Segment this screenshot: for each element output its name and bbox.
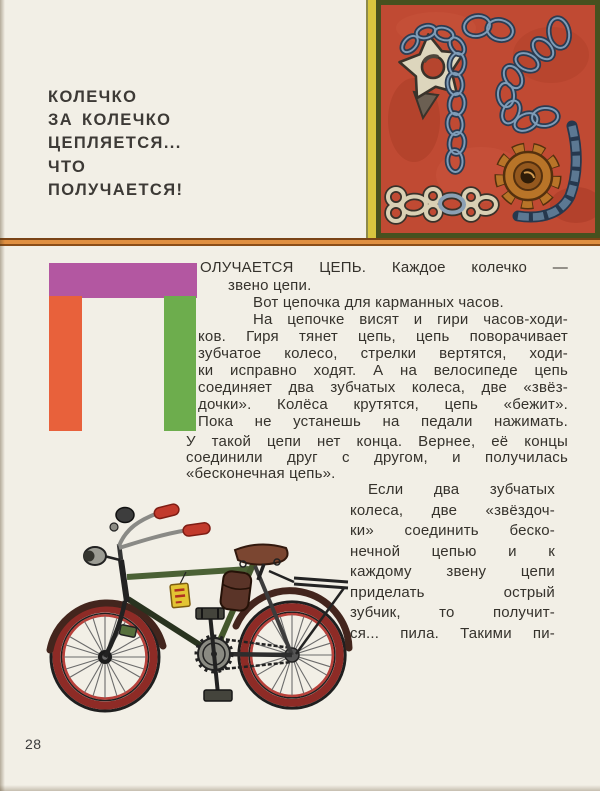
body-line: ки исправно ходят. А на велосипеде цепь	[198, 362, 568, 379]
title-line: ЧТО	[48, 157, 87, 176]
body-line: звено цепи.	[228, 277, 312, 294]
body-line: Вот цепочка для карманных часов.	[253, 294, 504, 311]
title-line: ЗА КОЛЕЧКО	[48, 111, 172, 130]
title-line: ПОЛУЧАЕТСЯ!	[48, 180, 184, 199]
column-line: ся... пила. Такими пи-	[350, 625, 555, 642]
dropcap-bar-left	[49, 296, 82, 431]
column-line: колеса, две «звёздоч-	[350, 502, 555, 519]
body-line: «бесконечная цепь».	[186, 465, 336, 482]
column-line: ки» соединить беско-	[350, 522, 555, 539]
dropcap-bar-top	[49, 263, 197, 298]
chains-panel	[376, 0, 600, 238]
body-line: соединяет два зубчатых колеса, две «звёз-	[198, 379, 568, 396]
page-edge-left	[0, 0, 5, 791]
page-edge-bottom	[0, 785, 600, 791]
column-line: Если два зубчатых	[368, 481, 555, 498]
body-line: На цепочке висят и гири часов-ходи-	[253, 311, 568, 328]
bicycle-illustration	[28, 498, 358, 736]
page-number: 28	[25, 736, 42, 752]
chains-and-sprockets-illustration	[376, 0, 600, 238]
dropcap-bar-right	[164, 296, 196, 431]
column-line: каждому звену цепи	[350, 563, 555, 580]
column-line: зубчик, то получит-	[350, 604, 555, 621]
title-line: ЦЕПЛЯЕТСЯ...	[48, 134, 182, 153]
body-line: У такой цепи нет конца. Вернее, её концы	[186, 433, 568, 450]
body-line: ОЛУЧАЕТСЯ ЦЕПЬ. Каждое колечко —	[200, 259, 568, 276]
section-rule	[0, 238, 600, 246]
column-line: нечной цепью и к	[350, 543, 555, 560]
body-line: ков. Гиря тянет цепь, цепь поворачивает	[198, 328, 568, 345]
column-line: приделать острый	[350, 584, 555, 601]
title-line: КОЛЕЧКО	[48, 88, 138, 106]
body-line: дочки». Колёса крутятся, цепь «бежит».	[198, 396, 568, 413]
body-line: Пока не устанешь на педали нажимать.	[198, 413, 568, 430]
body-line: зубчатое колесо, стрелки вертятся, ходи-	[198, 345, 568, 362]
page-title	[48, 86, 268, 202]
body-line: соединили друг с другом, и получилась	[186, 449, 568, 466]
